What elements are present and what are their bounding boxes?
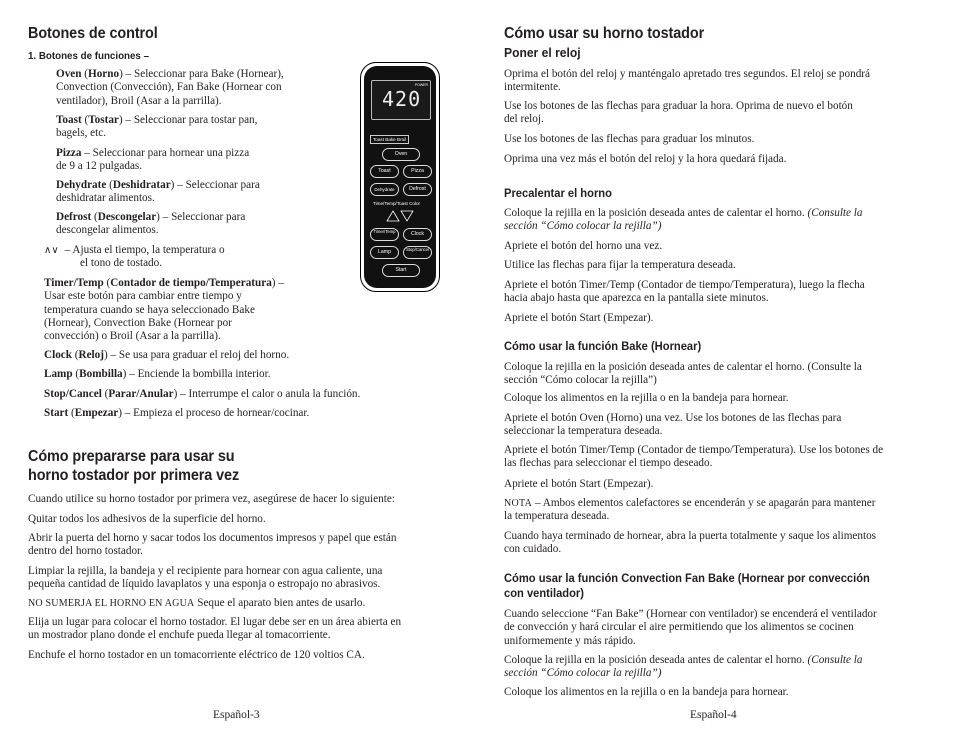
paragraph-convection-step2: Coloque los alimentos en la rejilla o en la bandeja para hornear. xyxy=(504,686,789,698)
paragraph-preheat-step5: Apriete el botón Start (Empezar). xyxy=(504,312,654,324)
subheading-convection-line2: con ventilador) xyxy=(504,586,584,600)
paragraph-choose-location: Elija un lugar para colocar el horno tostador. El lugar debe ser en un área abierta en un mostrador plano donde el enchufe pueda llegar al tomacorriente. xyxy=(28,616,402,642)
item-lamp: Lamp (Bombilla) – Enciende la bombilla interior. xyxy=(44,368,271,380)
mode-indicator-row: Toast Bake Broil xyxy=(370,135,409,144)
paragraph-clock-step2: Use los botones de las flechas para graduar la hora. Oprima de nuevo el botón del reloj. xyxy=(504,100,853,126)
paragraph-preheat-step4: Apriete el botón Timer/Temp (Contador de tiempo/Temperatura), luego la flecha hacia abajo hasta que aparezca en la pantalla siete minutos. xyxy=(504,279,865,305)
section-heading-control-buttons: Botones de control xyxy=(28,25,158,42)
panel-clock-button: Clock xyxy=(403,228,432,241)
paragraph-open-door: Abrir la puerta del horno y sacar todos los documentos impresos y papel que están dentro del horno tostador. xyxy=(28,532,397,558)
display-readout: 420 xyxy=(382,87,422,111)
subheading-convection-line1: Cómo usar la función Convection Fan Bake (Hornear por convección xyxy=(504,571,870,585)
paragraph-preheat-step2: Apriete el botón del horno una vez. xyxy=(504,240,663,252)
down-arrow-icon xyxy=(401,211,413,221)
paragraph-bake-step5: Apriete el botón Start (Empezar). xyxy=(504,478,654,490)
panel-defrost-button: Defrost xyxy=(403,183,432,196)
subheading-preheat: Precalentar el horno xyxy=(504,186,612,200)
power-indicator-label: POWER xyxy=(414,83,428,87)
panel-arrow-buttons xyxy=(386,209,414,221)
item-defrost: Defrost (Descongelar) – Seleccionar para descongelar alimentos. xyxy=(56,211,246,237)
subheading-bake: Cómo usar la función Bake (Hornear) xyxy=(504,339,702,353)
item-start: Start (Empezar) – Empieza el proceso de hornear/cocinar. xyxy=(44,407,310,419)
paragraph-convection-step1: Coloque la rejilla en la posición deseada antes de calentar el horno. (Consulte la sección “Cómo colocar la rejilla”) xyxy=(504,654,863,680)
lcd-display xyxy=(371,80,431,120)
item-arrows: ∧∨ – Ajusta el tiempo, la temperatura o el tono de tostado. xyxy=(44,244,225,270)
control-panel-illustration xyxy=(360,62,440,292)
item-pizza: Pizza – Seleccionar para hornear una pizza de 9 a 12 pulgadas. xyxy=(56,147,250,173)
section-heading-first-use-line1: Cómo prepararse para usar su xyxy=(28,448,235,465)
page-number-left: Español-3 xyxy=(213,709,260,721)
paragraph-preheat-step1: Coloque la rejilla en la posición deseada antes de calentar el horno. (Consulte la sección “Cómo colocar la rejilla”) xyxy=(504,207,863,233)
up-down-arrows-icon: ∧∨ xyxy=(44,245,59,256)
section-heading-how-to-use: Cómo usar su horno tostador xyxy=(504,25,705,42)
paragraph-do-not-submerge: NO SUMERJA EL HORNO EN AGUA Seque el aparato bien antes de usarlo. xyxy=(28,597,366,609)
item-dehydrate: Dehydrate (Deshidratar) – Seleccionar para deshidratar alimentos. xyxy=(56,179,260,205)
panel-dehydrate-button: Dehydrate xyxy=(370,183,399,196)
paragraph-bake-step4: Apriete el botón Timer/Temp (Contador de tiempo/Temperatura). Use los botones de las flechas para seleccionar el tiempo deseado. xyxy=(504,444,884,470)
panel-lamp-button: Lamp xyxy=(370,246,399,259)
paragraph-clock-step3: Use los botones de las flechas para graduar los minutos. xyxy=(504,133,755,145)
paragraph-bake-step3: Apriete el botón Oven (Horno) una vez. Use los botones de las flechas para seleccionar la temperatura deseada. xyxy=(504,412,842,438)
item-timer-temp: Timer/Temp (Contador de tiempo/Temperatura) – Usar este botón para cambiar entre tiempo y temperatura cuando se haya seleccionado Bake (Hornear), Convection Bake (Hornear por convección) o Broil (Asar a la parrilla). xyxy=(44,277,284,343)
paragraph-bake-finish: Cuando haya terminado de hornear, abra la puerta totalmente y saque los alimentos con cuidado. xyxy=(504,530,877,556)
paragraph-bake-step2: Coloque los alimentos en la rejilla o en la bandeja para hornear. xyxy=(504,392,789,404)
paragraph-clock-step1: Oprima el botón del reloj y manténgalo apretado tres segundos. El reloj se pondrá intermitente. xyxy=(504,68,870,94)
time-temp-label: Time/Temp/Toast Color xyxy=(373,201,421,206)
panel-timer-temp-button: Timer/Temp xyxy=(370,228,399,241)
paragraph-clock-step4: Oprima una vez más el botón del reloj y la hora quedará fijada. xyxy=(504,153,787,165)
paragraph-first-use-intro: Cuando utilice su horno tostador por primera vez, asegúrese de hacer lo siguiente: xyxy=(28,493,395,505)
item-stop-cancel: Stop/Cancel (Parar/Anular) – Interrumpe el calor o anula la función. xyxy=(44,388,361,400)
paragraph-bake-step1: Coloque la rejilla en la posición deseada antes de calentar el horno. (Consulte la sección “Cómo colocar la rejilla”) xyxy=(504,361,862,387)
paragraph-remove-stickers: Quitar todos los adhesivos de la superficie del horno. xyxy=(28,513,266,525)
item-clock: Clock (Reloj) – Se usa para graduar el reloj del horno. xyxy=(44,349,290,361)
panel-pizza-button: Pizza xyxy=(403,165,432,178)
paragraph-plug-in: Enchufe el horno tostador en un tomacorriente eléctrico de 120 voltios CA. xyxy=(28,649,365,661)
item-oven: Oven (Horno) – Seleccionar para Bake (Hornear), Convection (Convección), Fan Bake (Hornear con ventilador), Broil (Asar a la parrilla). xyxy=(56,68,284,107)
panel-stop-cancel-button: Stop/Cancel xyxy=(403,246,432,259)
subheading-function-buttons: 1. Botones de funciones – xyxy=(28,50,150,62)
panel-start-button: Start xyxy=(382,264,420,277)
paragraph-convection-intro: Cuando seleccione “Fan Bake” (Hornear con ventilador) se encenderá el ventilador de convección y hará circular el aire permitiendo que los alimentos se cocinen uniformemente y más rápido. xyxy=(504,608,877,647)
paragraph-preheat-step3: Utilice las flechas para fijar la temperatura deseada. xyxy=(504,259,736,271)
up-arrow-icon xyxy=(387,211,399,221)
subheading-set-clock: Poner el reloj xyxy=(504,45,581,60)
page-number-right: Español-4 xyxy=(690,709,737,721)
paragraph-clean: Limpiar la rejilla, la bandeja y el recipiente para hornear con agua caliente, una pequeña cantidad de líquido lavaplatos y una esponja o estropajo no abrasivos. xyxy=(28,565,383,591)
panel-toast-button: Toast xyxy=(370,165,399,178)
panel-oven-button: Oven xyxy=(382,148,420,161)
section-heading-first-use-line2: horno tostador por primera vez xyxy=(28,467,240,484)
item-toast: Toast (Tostar) – Seleccionar para tostar pan, bagels, etc. xyxy=(56,114,258,140)
paragraph-bake-note: NOTA – Ambos elementos calefactores se encenderán y se apagarán para mantener la temperatura deseada. xyxy=(504,497,876,523)
